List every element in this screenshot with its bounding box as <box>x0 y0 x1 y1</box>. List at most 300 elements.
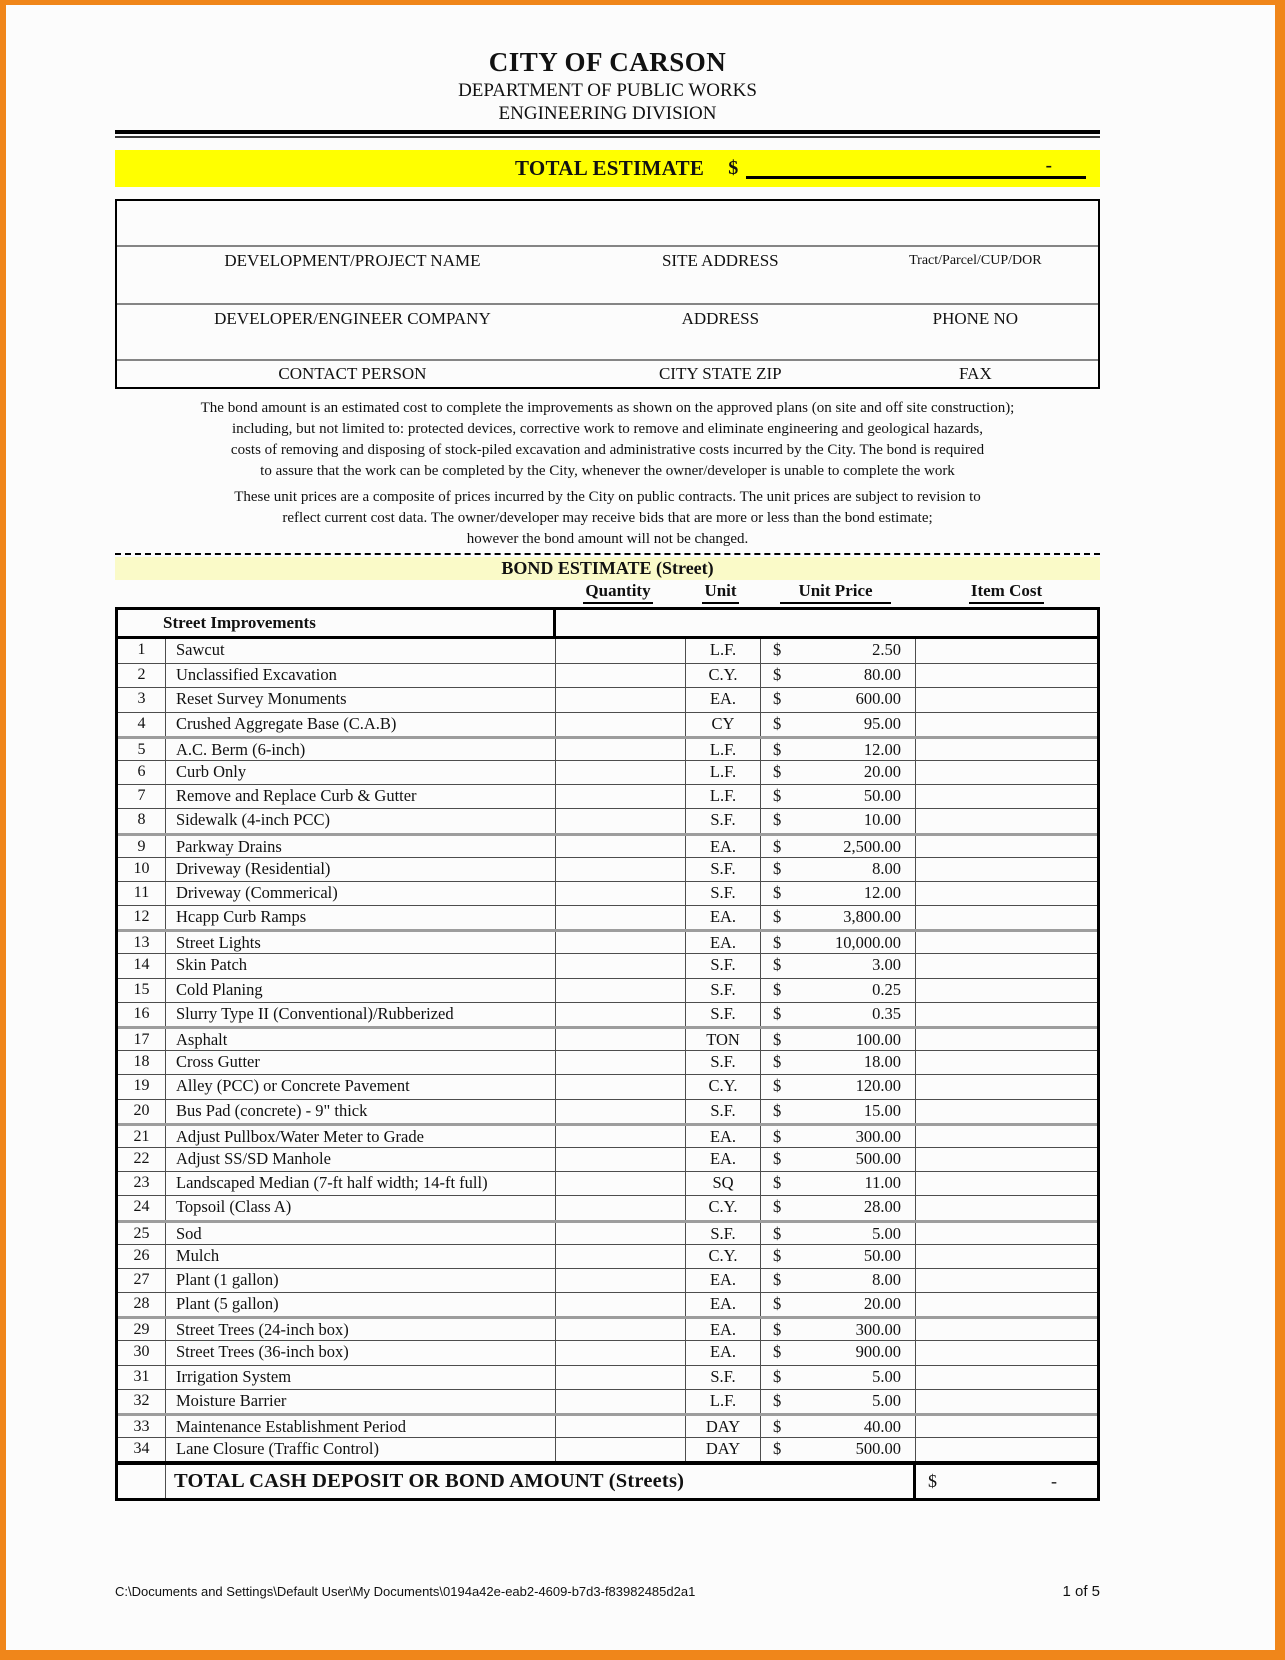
table-row <box>118 1074 1097 1098</box>
item-cost-cell <box>916 1148 1097 1171</box>
column-header-unit-price: Unit Price <box>758 581 913 604</box>
info-label-col3: PHONE NO <box>932 309 1019 328</box>
item-cost-cell <box>916 713 1097 736</box>
item-number: 20 <box>118 1100 166 1123</box>
item-unit-price-cell <box>761 1223 916 1244</box>
item-quantity-cell <box>556 1051 686 1074</box>
item-unit: S.F. <box>686 882 761 905</box>
table-row <box>118 1171 1097 1195</box>
item-unit: EA. <box>686 1269 761 1292</box>
item-description: Hcapp Curb Ramps <box>166 906 556 929</box>
item-description: Topsoil (Class A) <box>166 1196 556 1219</box>
item-unit-price-cell <box>761 1051 916 1074</box>
currency-symbol: $ <box>773 1342 782 1362</box>
unit-price-amount: 100.00 <box>855 1030 901 1049</box>
item-cost-cell <box>916 1075 1097 1098</box>
unit-price-amount: 12.00 <box>863 739 901 759</box>
total-row-number-cell <box>118 1465 166 1498</box>
item-unit: S.F. <box>686 954 761 977</box>
item-cost-cell <box>916 1003 1097 1026</box>
info-row <box>117 359 1098 387</box>
info-label-col2: CITY STATE ZIP <box>658 364 782 383</box>
paragraph-line: reflect current cost data. The owner/developer may receive bids that are more or less than the bond estimate; <box>282 510 933 526</box>
currency-symbol: $ <box>773 689 782 709</box>
item-quantity-cell <box>556 979 686 1002</box>
item-unit-price-cell <box>761 906 916 929</box>
item-unit-price-cell <box>761 1029 916 1050</box>
item-quantity-cell <box>556 785 686 808</box>
item-quantity-cell <box>556 1075 686 1098</box>
item-number: 10 <box>118 858 166 881</box>
item-description: Unclassified Excavation <box>166 664 556 687</box>
item-quantity-cell <box>556 836 686 857</box>
item-number: 30 <box>118 1341 166 1364</box>
item-description: Moisture Barrier <box>166 1390 556 1413</box>
item-unit: L.F. <box>686 739 761 760</box>
table-row <box>118 1389 1097 1413</box>
table-row <box>118 1268 1097 1292</box>
unit-price-amount: 11.00 <box>864 1173 901 1193</box>
unit-price-amount: 20.00 <box>863 1294 901 1314</box>
item-unit: DAY <box>686 1416 761 1437</box>
project-info-box <box>115 199 1100 389</box>
currency-symbol: $ <box>773 1269 782 1289</box>
unit-price-amount: 50.00 <box>863 1245 901 1265</box>
item-unit-price-cell <box>761 1438 916 1461</box>
paragraph-line: These unit prices are a composite of prices incurred by the City on public contracts. The unit prices are subject to revision to <box>234 489 981 505</box>
currency-symbol: $ <box>773 786 782 806</box>
paragraph-line: including, but not limited to: protected devices, corrective work to remove and eliminate engineering and geological hazards, <box>232 421 983 437</box>
item-unit: S.F. <box>686 1100 761 1123</box>
item-quantity-cell <box>556 688 686 711</box>
unit-price-amount: 900.00 <box>855 1342 901 1362</box>
item-number: 12 <box>118 906 166 929</box>
item-quantity-cell <box>556 1100 686 1123</box>
unit-price-amount: 2,500.00 <box>843 836 901 856</box>
item-quantity-cell <box>556 761 686 784</box>
unit-price-amount: 300.00 <box>855 1126 901 1146</box>
item-number: 2 <box>118 664 166 687</box>
item-cost-cell <box>916 858 1097 881</box>
item-cost-cell <box>916 1100 1097 1123</box>
table-row <box>118 663 1097 687</box>
table-row <box>118 1292 1097 1316</box>
table-row <box>118 978 1097 1002</box>
total-row-label: TOTAL CASH DEPOSIT OR BOND AMOUNT (Streets) <box>166 1465 916 1498</box>
currency-symbol: $ <box>773 1100 782 1120</box>
table-row <box>118 1340 1097 1364</box>
item-number: 34 <box>118 1438 166 1461</box>
table-row <box>118 808 1097 832</box>
item-number: 29 <box>118 1319 166 1340</box>
item-cost-cell <box>916 1245 1097 1268</box>
item-number: 16 <box>118 1003 166 1026</box>
item-cost-cell <box>916 1390 1097 1413</box>
currency-symbol: $ <box>773 1148 782 1168</box>
item-unit-price-cell <box>761 1416 916 1437</box>
item-description: A.C. Berm (6-inch) <box>166 739 556 760</box>
item-number: 7 <box>118 785 166 808</box>
item-unit: S.F. <box>686 1366 761 1389</box>
bond-paragraph <box>115 487 1100 550</box>
item-description: Crushed Aggregate Base (C.A.B) <box>166 713 556 736</box>
unit-price-amount: 500.00 <box>855 1439 901 1459</box>
item-unit: L.F. <box>686 639 761 663</box>
item-unit-price-cell <box>761 1003 916 1026</box>
currency-symbol: $ <box>773 836 782 856</box>
info-label-col1: CONTACT PERSON <box>278 364 427 383</box>
item-description: Plant (1 gallon) <box>166 1269 556 1292</box>
unit-price-amount: 0.35 <box>872 1003 901 1023</box>
item-quantity-cell <box>556 713 686 736</box>
item-quantity-cell <box>556 1029 686 1050</box>
item-description: Driveway (Commerical) <box>166 882 556 905</box>
item-cost-cell <box>916 761 1097 784</box>
unit-price-amount: 40.00 <box>863 1417 901 1436</box>
item-description: Cold Planing <box>166 979 556 1002</box>
section-header-row <box>118 610 1097 639</box>
item-quantity-cell <box>556 1438 686 1461</box>
item-unit: C.Y. <box>686 1245 761 1268</box>
item-unit-price-cell <box>761 739 916 760</box>
item-cost-cell <box>916 836 1097 857</box>
item-cost-cell <box>916 1126 1097 1147</box>
table-row <box>118 1147 1097 1171</box>
currency-symbol: $ <box>773 858 782 878</box>
division-subtitle: ENGINEERING DIVISION <box>498 103 717 124</box>
item-description: Plant (5 gallon) <box>166 1293 556 1316</box>
unit-price-amount: 10,000.00 <box>835 933 901 953</box>
item-unit: S.F. <box>686 1003 761 1026</box>
total-estimate-underline <box>746 152 1086 179</box>
item-unit: EA. <box>686 1148 761 1171</box>
item-number: 33 <box>118 1416 166 1437</box>
item-cost-cell <box>916 739 1097 760</box>
item-cost-cell <box>916 785 1097 808</box>
total-amount: - <box>1051 1471 1057 1492</box>
item-unit-price-cell <box>761 954 916 977</box>
table-row <box>118 929 1097 953</box>
item-unit-price-cell <box>761 785 916 808</box>
item-cost-cell <box>916 1269 1097 1292</box>
item-cost-cell <box>916 882 1097 905</box>
item-unit: L.F. <box>686 761 761 784</box>
currency-symbol: $ <box>773 1366 782 1386</box>
item-quantity-cell <box>556 639 686 663</box>
item-description: Landscaped Median (7-ft half width; 14-ft full) <box>166 1172 556 1195</box>
item-cost-cell <box>916 809 1097 832</box>
paragraph-line: costs of removing and disposing of stock-piled excavation and administrative costs incurred by the City. The bond is required <box>230 442 985 458</box>
header-rule <box>115 130 1100 138</box>
currency-symbol: $ <box>773 1294 782 1314</box>
unit-price-amount: 120.00 <box>855 1076 901 1096</box>
table-row <box>118 1413 1097 1437</box>
item-unit-price-cell <box>761 713 916 736</box>
currency-symbol: $ <box>773 665 782 685</box>
item-description: Reset Survey Monuments <box>166 688 556 711</box>
item-unit-price-cell <box>761 809 916 832</box>
item-cost-cell <box>916 664 1097 687</box>
currency-symbol: $ <box>773 1390 782 1410</box>
item-unit: S.F. <box>686 979 761 1002</box>
currency-symbol: $ <box>773 933 782 953</box>
column-header-unit: Unit <box>683 581 758 604</box>
currency-symbol: $ <box>773 955 782 975</box>
item-quantity-cell <box>556 739 686 760</box>
item-quantity-cell <box>556 664 686 687</box>
item-cost-cell <box>916 932 1097 953</box>
item-description: Lane Closure (Traffic Control) <box>166 1438 556 1461</box>
item-unit-price-cell <box>761 1269 916 1292</box>
item-unit: L.F. <box>686 785 761 808</box>
page-number: 1 of 5 <box>1062 1583 1100 1601</box>
table-row <box>118 953 1097 977</box>
table-row <box>118 1365 1097 1389</box>
item-quantity-cell <box>556 1196 686 1219</box>
currency-symbol: $ <box>773 1030 782 1049</box>
item-cost-cell <box>916 1029 1097 1050</box>
table-row <box>118 784 1097 808</box>
item-cost-cell <box>916 1416 1097 1437</box>
item-quantity-cell <box>556 1003 686 1026</box>
item-quantity-cell <box>556 906 686 929</box>
bond-table <box>115 607 1100 1501</box>
item-unit: C.Y. <box>686 1196 761 1219</box>
item-cost-cell <box>916 1438 1097 1461</box>
item-description: Skin Patch <box>166 954 556 977</box>
unit-price-amount: 8.00 <box>872 1269 901 1289</box>
item-quantity-cell <box>556 882 686 905</box>
item-unit-price-cell <box>761 1075 916 1098</box>
item-quantity-cell <box>556 1366 686 1389</box>
item-unit: C.Y. <box>686 664 761 687</box>
item-unit: S.F. <box>686 858 761 881</box>
currency-symbol: $ <box>773 1126 782 1146</box>
currency-symbol: $ <box>773 979 782 999</box>
paragraph-line: The bond amount is an estimated cost to complete the improvements as shown on the approved plans (on site and off site construction); <box>200 400 1015 416</box>
item-cost-cell <box>916 1172 1097 1195</box>
table-row <box>118 881 1097 905</box>
total-estimate-value: - <box>1045 155 1052 176</box>
item-description: Slurry Type II (Conventional)/Rubberized <box>166 1003 556 1026</box>
item-description: Maintenance Establishment Period <box>166 1416 556 1437</box>
table-row <box>118 712 1097 736</box>
item-cost-cell <box>916 1223 1097 1244</box>
item-quantity-cell <box>556 1245 686 1268</box>
item-unit-price-cell <box>761 1366 916 1389</box>
total-row <box>118 1461 1097 1498</box>
bond-paragraphs <box>115 398 1100 550</box>
unit-price-amount: 500.00 <box>855 1148 901 1168</box>
page-title: CITY OF CARSON <box>488 47 727 77</box>
item-number: 32 <box>118 1390 166 1413</box>
item-unit: EA. <box>686 906 761 929</box>
item-unit: TON <box>686 1029 761 1050</box>
item-quantity-cell <box>556 1341 686 1364</box>
item-unit-price-cell <box>761 664 916 687</box>
info-label-col2: ADDRESS <box>681 309 760 328</box>
footer <box>115 1583 1100 1600</box>
table-row <box>118 1002 1097 1026</box>
item-unit-price-cell <box>761 1172 916 1195</box>
item-quantity-cell <box>556 1126 686 1147</box>
item-unit: CY <box>686 713 761 736</box>
info-row <box>117 245 1098 303</box>
item-number: 3 <box>118 688 166 711</box>
item-unit-price-cell <box>761 1126 916 1147</box>
item-unit: EA. <box>686 1293 761 1316</box>
item-unit: DAY <box>686 1438 761 1461</box>
item-number: 5 <box>118 739 166 760</box>
currency-symbol: $ <box>773 1417 782 1436</box>
item-cost-cell <box>916 1366 1097 1389</box>
item-number: 15 <box>118 979 166 1002</box>
currency-symbol: $ <box>773 1320 782 1340</box>
item-unit: EA. <box>686 1341 761 1364</box>
item-number: 28 <box>118 1293 166 1316</box>
unit-price-amount: 600.00 <box>855 689 901 709</box>
unit-price-amount: 95.00 <box>863 713 901 733</box>
unit-price-amount: 10.00 <box>863 810 901 830</box>
item-cost-cell <box>916 954 1097 977</box>
total-row-cost-cell <box>916 1465 1097 1498</box>
item-cost-cell <box>916 639 1097 663</box>
bond-estimate-title-bar <box>115 557 1100 580</box>
unit-price-amount: 5.00 <box>872 1223 901 1243</box>
bond-paragraph <box>115 398 1100 482</box>
item-number: 13 <box>118 932 166 953</box>
item-description: Adjust SS/SD Manhole <box>166 1148 556 1171</box>
item-unit: SQ <box>686 1172 761 1195</box>
table-row <box>118 639 1097 663</box>
paragraph-line: to assure that the work can be completed by the City, whenever the owner/developer is unable to complete the work <box>260 463 955 479</box>
item-number: 11 <box>118 882 166 905</box>
unit-price-amount: 18.00 <box>863 1052 901 1072</box>
item-description: Mulch <box>166 1245 556 1268</box>
item-cost-cell <box>916 1319 1097 1340</box>
column-header-item-cost: Item Cost <box>913 581 1100 604</box>
item-quantity-cell <box>556 809 686 832</box>
unit-price-amount: 3,800.00 <box>843 907 901 927</box>
table-row <box>118 857 1097 881</box>
unit-price-amount: 300.00 <box>855 1320 901 1340</box>
item-description: Sawcut <box>166 639 556 663</box>
total-estimate-bar <box>115 150 1100 187</box>
item-number: 6 <box>118 761 166 784</box>
currency-symbol: $ <box>773 1052 782 1072</box>
item-unit: EA. <box>686 1319 761 1340</box>
total-estimate-label: TOTAL ESTIMATE <box>515 156 705 180</box>
item-unit-price-cell <box>761 1148 916 1171</box>
item-description: Irrigation System <box>166 1366 556 1389</box>
info-row <box>117 303 1098 359</box>
item-unit-price-cell <box>761 1341 916 1364</box>
item-number: 25 <box>118 1223 166 1244</box>
unit-price-amount: 28.00 <box>863 1197 901 1217</box>
table-row <box>118 1244 1097 1268</box>
item-description: Street Trees (36-inch box) <box>166 1341 556 1364</box>
item-number: 14 <box>118 954 166 977</box>
item-cost-cell <box>916 688 1097 711</box>
item-description: Asphalt <box>166 1029 556 1050</box>
currency-symbol: $ <box>773 1223 782 1243</box>
item-description: Driveway (Residential) <box>166 858 556 881</box>
currency-symbol: $ <box>773 739 782 759</box>
item-unit-price-cell <box>761 882 916 905</box>
item-quantity-cell <box>556 1319 686 1340</box>
table-row <box>118 833 1097 857</box>
item-description: Sidewalk (4-inch PCC) <box>166 809 556 832</box>
info-blank-strip <box>117 201 1098 245</box>
item-unit-price-cell <box>761 1293 916 1316</box>
item-unit: L.F. <box>686 1390 761 1413</box>
item-number: 24 <box>118 1196 166 1219</box>
item-quantity-cell <box>556 1172 686 1195</box>
item-number: 23 <box>118 1172 166 1195</box>
item-unit-price-cell <box>761 1196 916 1219</box>
currency-symbol: $ <box>773 1076 782 1096</box>
item-number: 1 <box>118 639 166 663</box>
info-label-col3: FAX <box>958 364 992 383</box>
unit-price-amount: 15.00 <box>863 1100 901 1120</box>
item-quantity-cell <box>556 954 686 977</box>
table-row <box>118 1195 1097 1219</box>
currency-symbol: $ <box>773 1245 782 1265</box>
column-header-quantity: Quantity <box>553 581 683 604</box>
unit-price-amount: 50.00 <box>863 786 901 806</box>
table-row <box>118 687 1097 711</box>
item-unit: S.F. <box>686 809 761 832</box>
table-row <box>118 1123 1097 1147</box>
item-unit-price-cell <box>761 932 916 953</box>
item-unit-price-cell <box>761 688 916 711</box>
paragraph-line: however the bond amount will not be changed. <box>466 531 749 547</box>
unit-price-amount: 2.50 <box>872 640 901 659</box>
item-quantity-cell <box>556 1269 686 1292</box>
unit-price-amount: 5.00 <box>872 1390 901 1410</box>
item-unit-price-cell <box>761 979 916 1002</box>
item-number: 19 <box>118 1075 166 1098</box>
unit-price-amount: 20.00 <box>863 761 901 781</box>
item-cost-cell <box>916 1293 1097 1316</box>
item-number: 9 <box>118 836 166 857</box>
item-unit: EA. <box>686 688 761 711</box>
item-number: 8 <box>118 809 166 832</box>
item-number: 4 <box>118 713 166 736</box>
item-unit-price-cell <box>761 1319 916 1340</box>
table-row <box>118 1026 1097 1050</box>
item-quantity-cell <box>556 1390 686 1413</box>
document <box>115 5 1100 1600</box>
info-label-col3: Tract/Parcel/CUP/DOR <box>909 253 1042 268</box>
item-number: 21 <box>118 1126 166 1147</box>
table-row <box>118 905 1097 929</box>
item-description: Bus Pad (concrete) - 9" thick <box>166 1100 556 1123</box>
item-number: 22 <box>118 1148 166 1171</box>
item-quantity-cell <box>556 858 686 881</box>
item-cost-cell <box>916 906 1097 929</box>
item-description: Sod <box>166 1223 556 1244</box>
table-row <box>118 760 1097 784</box>
item-number: 26 <box>118 1245 166 1268</box>
item-unit-price-cell <box>761 858 916 881</box>
item-unit-price-cell <box>761 761 916 784</box>
info-label-col1: DEVELOPMENT/PROJECT NAME <box>224 251 481 270</box>
table-row <box>118 1220 1097 1244</box>
item-unit: EA. <box>686 932 761 953</box>
item-quantity-cell <box>556 1223 686 1244</box>
column-header-row <box>115 581 1100 603</box>
